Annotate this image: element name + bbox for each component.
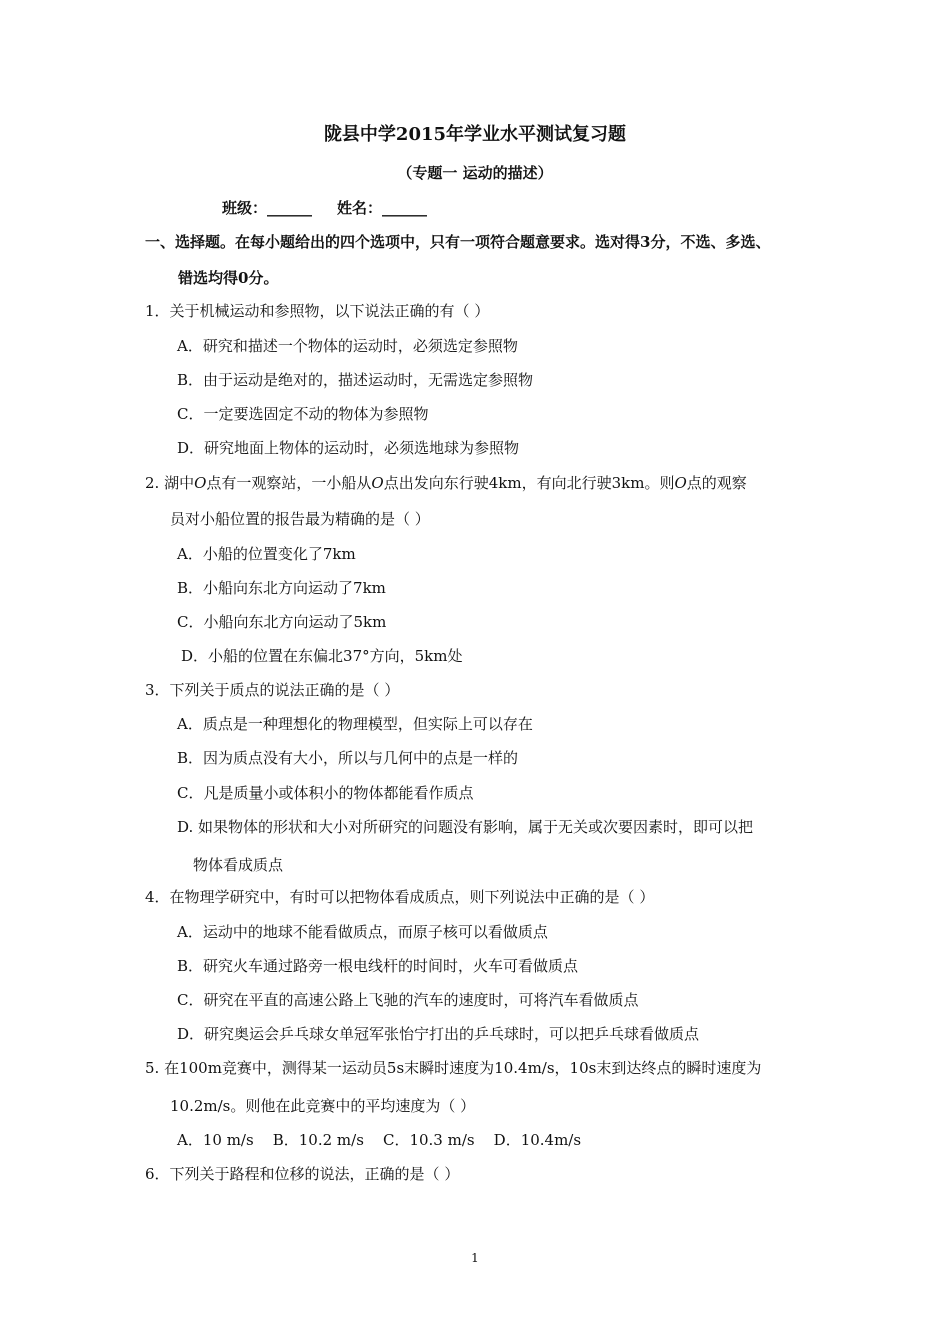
question-3-option-b: B．因为质点没有大小，所以与几何中的点是一样的 bbox=[177, 749, 519, 767]
question-4-stem: 4．在物理学研究中，有时可以把物体看成质点，则下列说法中正确的是（ ） bbox=[145, 888, 655, 906]
question-5-options: A．10 m/s B．10.2 m/s C．10.3 m/s D．10.4m/s bbox=[177, 1131, 582, 1149]
page-number: 1 bbox=[471, 1251, 479, 1265]
q2-point-o-2: O bbox=[371, 474, 384, 492]
question-3-option-c: C．凡是质量小或体积小的物体都能看作质点 bbox=[177, 784, 474, 802]
question-1-stem: 1．关于机械运动和参照物，以下说法正确的有（ ） bbox=[145, 302, 490, 320]
page-subtitle: （专题一 运动的描述） bbox=[397, 164, 553, 182]
question-2-option-b: B．小船向东北方向运动了7km bbox=[177, 579, 386, 597]
question-3-stem: 3．下列关于质点的说法正确的是（ ） bbox=[145, 681, 400, 699]
question-5-stem-cont: 10.2m/s。则他在此竞赛中的平均速度为（ ） bbox=[170, 1097, 476, 1115]
q2-text-1: 2. 湖中 bbox=[145, 474, 195, 492]
question-2-stem bbox=[145, 473, 747, 493]
q2-point-o-1: O bbox=[194, 474, 207, 492]
question-5-stem: 5. 在100m竞赛中，测得某一运动员5s末瞬时速度为10.4m/s，10s末到达终点的瞬时速度为 bbox=[145, 1059, 762, 1077]
name-field-label: 姓名：______ bbox=[337, 199, 428, 217]
question-4-option-a: A．运动中的地球不能看做质点，而原子核可以看做质点 bbox=[177, 923, 548, 941]
class-field-label: 班级：______ bbox=[222, 199, 313, 217]
section-instruction: 一、选择题。在每小题给出的四个选项中，只有一项符合题意要求。选对得3分，不选、多选、 bbox=[145, 233, 771, 251]
question-1-option-c: C．一定要选固定不动的物体为参照物 bbox=[177, 405, 429, 423]
section-instruction-cont: 错选均得0分。 bbox=[178, 269, 279, 287]
question-1-option-a: A．研究和描述一个物体的运动时，必须选定参照物 bbox=[177, 337, 518, 355]
question-1-option-b: B．由于运动是绝对的，描述运动时，无需选定参照物 bbox=[177, 371, 534, 389]
q2-text-4: 点的观察 bbox=[686, 474, 747, 492]
question-3-option-d: D. 如果物体的形状和大小对所研究的问题没有影响，属于无关或次要因素时，即可以把 bbox=[177, 818, 754, 836]
q2-point-o-3: O bbox=[674, 474, 687, 492]
page-title: 陇县中学2015年学业水平测试复习题 bbox=[323, 124, 627, 145]
q2-text-2: 点有一观察站，一小船从 bbox=[206, 474, 372, 492]
question-3-option-d-cont: 物体看成质点 bbox=[193, 856, 284, 874]
question-4-option-b: B．研究火车通过路旁一根电线杆的时间时，火车可看做质点 bbox=[177, 957, 579, 975]
question-2-stem-cont: 员对小船位置的报告最为精确的是（ ） bbox=[170, 510, 430, 528]
question-4-option-c: C．研究在平直的高速公路上飞驰的汽车的速度时，可将汽车看做质点 bbox=[177, 991, 639, 1009]
question-1-option-d: D．研究地面上物体的运动时，必须选地球为参照物 bbox=[177, 439, 520, 457]
question-2-option-c: C．小船向东北方向运动了5km bbox=[177, 613, 387, 631]
question-4-option-d: D．研究奥运会乒乓球女单冠军张怡宁打出的乒乓球时，可以把乒乓球看做质点 bbox=[177, 1025, 700, 1043]
q2-text-3: 点出发向东行驶4km，有向北行驶3km。则 bbox=[383, 474, 675, 492]
question-2-option-d: D．小船的位置在东偏北37°方向，5km处 bbox=[181, 647, 463, 665]
question-2-option-a: A．小船的位置变化了7km bbox=[177, 545, 356, 563]
question-6-stem: 6．下列关于路程和位移的说法，正确的是（ ） bbox=[145, 1165, 460, 1183]
question-3-option-a: A．质点是一种理想化的物理模型，但实际上可以存在 bbox=[177, 715, 533, 733]
